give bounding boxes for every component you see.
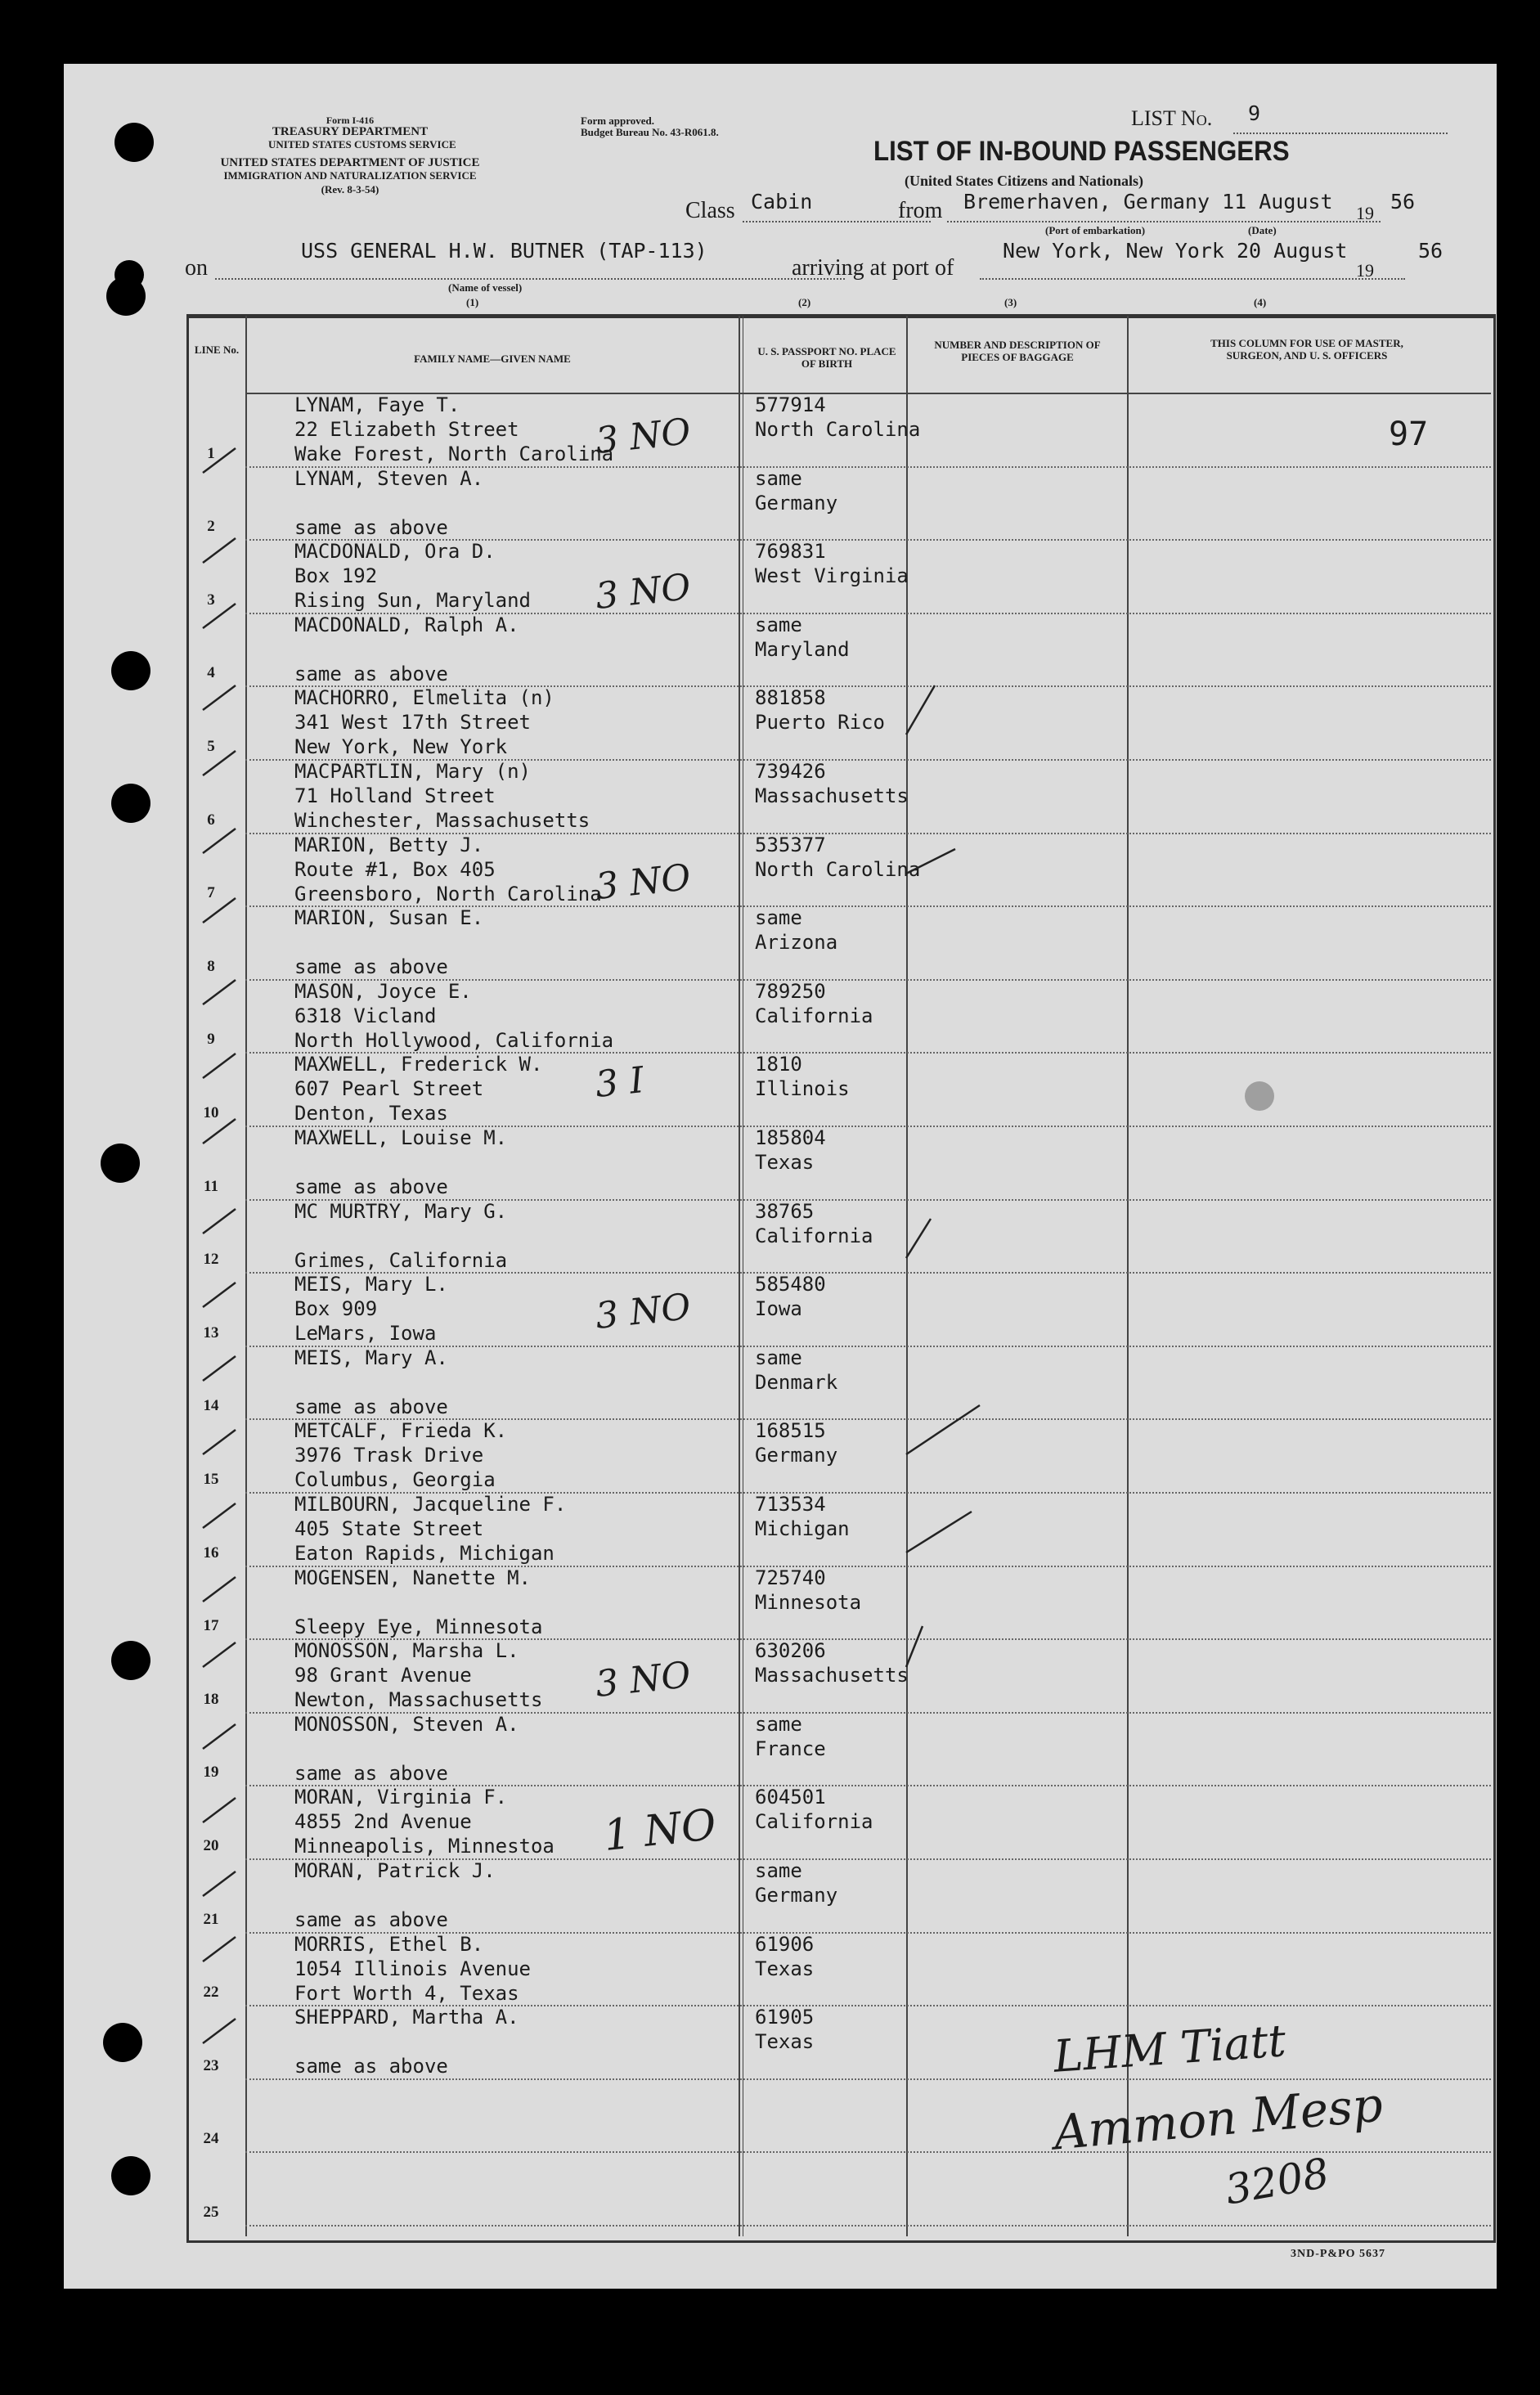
row-line-number: 15 (203, 1471, 219, 1488)
passenger-name: MACDONALD, Ora D. (294, 540, 496, 564)
passport-number: 789250 (755, 979, 826, 1003)
handwritten-mark: 3 NO (593, 411, 693, 462)
column-number-3: (3) (1004, 296, 1017, 308)
row-line-number: 19 (203, 1764, 219, 1782)
signature-1: LHM Tiatt (1052, 2015, 1288, 2083)
passport-number: 1810 (755, 1053, 802, 1076)
budget-bureau: Budget Bureau No. 43-R061.8. (581, 126, 719, 138)
passenger-address: 1054 Illinois Avenue (294, 1957, 531, 1980)
class-value: Cabin (751, 190, 813, 213)
customs-service: UNITED STATES CUSTOMS SERVICE (268, 138, 456, 151)
passport-number: 585480 (755, 1273, 826, 1296)
passport-number: same (755, 1859, 802, 1882)
passenger-name: MACPARTLIN, Mary (n) (294, 760, 531, 783)
ins-service: IMMIGRATION AND NATURALIZATION SERVICE (223, 169, 477, 182)
passport-number: 630206 (755, 1639, 826, 1663)
column-number-2: (2) (798, 296, 811, 308)
passport-number: 185804 (755, 1126, 826, 1149)
place-of-birth: Illinois (755, 1077, 850, 1101)
passenger-address: Route #1, Box 405 (294, 857, 496, 881)
list-number: 9 (1248, 101, 1261, 125)
passenger-name: MEIS, Mary A. (294, 1346, 448, 1369)
passenger-count: 97 (1389, 416, 1429, 453)
passport-number: 38765 (755, 1199, 815, 1223)
place-of-birth: Arizona (755, 931, 838, 955)
place-of-birth: North Carolina (755, 418, 921, 441)
passenger-name: LYNAM, Faye T. (294, 393, 460, 416)
passport-number: 577914 (755, 393, 826, 416)
place-of-birth: California (755, 1810, 873, 1834)
place-of-birth: Puerto Rico (755, 711, 885, 735)
column-number-4: (4) (1254, 296, 1267, 308)
header-officers: THIS COLUMN FOR USE OF MASTER, SURGEON, AND U. S. OFFICERS (1210, 337, 1403, 362)
passenger-address: 607 Pearl Street (294, 1077, 484, 1101)
place-of-birth: Minnesota (755, 1590, 862, 1614)
place-of-birth: California (755, 1004, 873, 1027)
passenger-address-city: same as above (294, 1175, 448, 1198)
passenger-name: MAXWELL, Frederick W. (294, 1053, 543, 1076)
port-embark-caption: (Port of embarkation) (1045, 224, 1146, 236)
place-of-birth: Michigan (755, 1517, 850, 1540)
place-of-birth: Germany (755, 1884, 838, 1907)
row-line-number: 18 (203, 1690, 219, 1708)
row-line-number: 6 (207, 811, 215, 829)
print-code: 3ND-P&PO 5637 (1291, 2248, 1386, 2260)
passenger-address-city: Fort Worth 4, Texas (294, 1981, 519, 2005)
row-line-number: 16 (203, 1543, 219, 1561)
passenger-name: MOGENSEN, Nanette M. (294, 1566, 531, 1589)
page-subtitle: (United States Citizens and Nationals) (905, 173, 1144, 189)
place-of-birth: France (755, 1737, 826, 1760)
handwritten-mark: 3 NO (593, 1286, 693, 1337)
column-number-1: (1) (466, 296, 479, 308)
passenger-address: Box 909 (294, 1297, 378, 1321)
header-passport: U. S. PASSPORT NO. PLACE OF BIRTH (757, 345, 896, 370)
on-label: on (185, 255, 208, 281)
from-label: from (898, 198, 943, 223)
passenger-address-city: New York, New York (294, 735, 508, 759)
passenger-address: 98 Grant Avenue (294, 1664, 472, 1687)
signature-2: Ammon Mesp (1051, 2076, 1385, 2161)
passenger-address: 4855 2nd Avenue (294, 1810, 472, 1834)
row-line-number: 4 (207, 664, 215, 682)
row-line-number: 24 (203, 2130, 219, 2148)
row-line-number: 1 (207, 444, 215, 462)
place-of-birth: California (755, 1224, 873, 1247)
passenger-address: 22 Elizabeth Street (294, 418, 519, 441)
passenger-address-city: Grimes, California (294, 1248, 508, 1272)
vessel-name: USS GENERAL H.W. BUTNER (TAP-113) (301, 239, 707, 263)
row-line-number: 12 (203, 1251, 219, 1269)
year-prefix: 19 (1356, 203, 1374, 223)
year-1: 56 (1390, 190, 1416, 213)
form-number: Form I-416 (326, 115, 375, 126)
place-of-birth: Texas (755, 2030, 815, 2054)
passport-number: 168515 (755, 1419, 826, 1443)
passenger-address-city: same as above (294, 2055, 448, 2078)
list-label: LIST No. (1131, 106, 1213, 130)
passport-number: 881858 (755, 686, 826, 710)
passenger-address: Box 192 (294, 564, 378, 588)
passenger-address: 6318 Vicland (294, 1004, 437, 1027)
passport-number: same (755, 466, 802, 490)
passenger-name: MC MURTRY, Mary G. (294, 1199, 508, 1223)
passenger-name: MEIS, Mary L. (294, 1273, 448, 1296)
passport-number: same (755, 1346, 802, 1369)
passenger-name: MACHORRO, Elmelita (n) (294, 686, 554, 710)
passenger-address-city: same as above (294, 515, 448, 539)
row-line-number: 5 (207, 738, 215, 755)
row-line-number: 21 (203, 1910, 219, 1928)
passenger-name: MAXWELL, Louise M. (294, 1126, 508, 1149)
passenger-address: 71 Holland Street (294, 784, 496, 807)
passenger-name: MONOSSON, Steven A. (294, 1712, 519, 1736)
form-approved: Form approved. (581, 115, 655, 127)
passenger-address-city: same as above (294, 1395, 448, 1418)
arriving-label: arriving at port of (792, 255, 954, 281)
handwritten-mark: 3 NO (593, 566, 693, 618)
row-line-number: 8 (207, 957, 215, 975)
passenger-name: MASON, Joyce E. (294, 979, 472, 1003)
place-of-birth: North Carolina (755, 857, 921, 881)
row-line-number: 13 (203, 1323, 219, 1341)
row-line-number: 20 (203, 1837, 219, 1854)
row-line-number: 11 (204, 1177, 218, 1195)
row-line-number: 10 (203, 1104, 219, 1121)
arrival-value: New York, New York 20 August (1003, 239, 1348, 263)
row-line-number: 9 (207, 1031, 215, 1049)
header-name: FAMILY NAME—GIVEN NAME (414, 353, 571, 365)
passenger-address-city: North Hollywood, California (294, 1028, 614, 1052)
passenger-address: 3976 Trask Drive (294, 1444, 484, 1467)
header-line-no: LINE No. (194, 344, 240, 356)
passenger-name: MARION, Susan E. (294, 906, 484, 930)
revision: (Rev. 8-3-54) (321, 183, 379, 195)
justice-dept: UNITED STATES DEPARTMENT OF JUSTICE (220, 156, 480, 169)
row-line-number: 23 (203, 2056, 219, 2074)
year-prefix: 19 (1356, 260, 1374, 281)
passport-number: 725740 (755, 1566, 826, 1589)
passenger-name: MACDONALD, Ralph A. (294, 613, 519, 636)
date-caption: (Date) (1248, 224, 1277, 236)
handwritten-mark: 3 NO (593, 1654, 693, 1705)
row-line-number: 7 (207, 884, 215, 902)
place-of-birth: Massachusetts (755, 784, 909, 807)
passenger-address-city: Greensboro, North Carolina (294, 882, 602, 905)
header-baggage: NUMBER AND DESCRIPTION OF PIECES OF BAGGAGE (934, 339, 1101, 363)
class-label: Class (685, 198, 735, 223)
baggage-check-marks (64, 64, 1497, 2289)
passport-number: same (755, 613, 802, 636)
passport-number: same (755, 906, 802, 930)
place-of-birth: Maryland (755, 637, 850, 661)
handwritten-mark: 3 I (593, 1059, 646, 1106)
passenger-address-city: same as above (294, 1761, 448, 1785)
place-of-birth: Massachusetts (755, 1664, 909, 1687)
place-of-birth: Texas (755, 1957, 815, 1980)
passenger-address-city: Columbus, Georgia (294, 1468, 496, 1492)
passenger-address-city: Winchester, Massachusetts (294, 809, 590, 832)
passenger-address-city: Denton, Texas (294, 1102, 448, 1126)
passenger-name: MONOSSON, Marsha L. (294, 1639, 519, 1663)
passenger-address-city: Newton, Massachusetts (294, 1688, 543, 1712)
passport-number: 769831 (755, 540, 826, 564)
treasury-dept: TREASURY DEPARTMENT (272, 125, 429, 138)
place-of-birth: Texas (755, 1151, 815, 1174)
passport-number: 739426 (755, 760, 826, 783)
passenger-name: MORRIS, Ethel B. (294, 1932, 484, 1956)
passenger-address-city: Wake Forest, North Carolina (294, 443, 614, 465)
passenger-address-city: same as above (294, 1908, 448, 1931)
row-line-number: 22 (203, 1984, 219, 2002)
passport-number: 61906 (755, 1932, 815, 1956)
passenger-name: MORAN, Patrick J. (294, 1859, 496, 1882)
handwritten-mark: 3 NO (593, 856, 693, 908)
passenger-name: MILBOURN, Jacqueline F. (294, 1493, 567, 1516)
row-line-number: 25 (203, 2204, 219, 2221)
passenger-address: 341 West 17th Street (294, 711, 531, 735)
passenger-name: METCALF, Frieda K. (294, 1419, 508, 1443)
passenger-address: 405 State Street (294, 1517, 484, 1540)
passport-number: 713534 (755, 1493, 826, 1516)
passenger-name: SHEPPARD, Martha A. (294, 2006, 519, 2029)
passenger-address-city: Sleepy Eye, Minnesota (294, 1615, 543, 1638)
passenger-address-city: Eaton Rapids, Michigan (294, 1542, 554, 1565)
passenger-name: MARION, Betty J. (294, 833, 484, 856)
passport-number: same (755, 1712, 802, 1736)
row-line-number: 2 (207, 518, 215, 536)
passenger-address-city: Rising Sun, Maryland (294, 589, 531, 613)
passenger-address-city: LeMars, Iowa (294, 1322, 437, 1346)
place-of-birth: Germany (755, 1444, 838, 1467)
row-line-number: 3 (207, 591, 215, 609)
passport-number: 61905 (755, 2006, 815, 2029)
vessel-caption: (Name of vessel) (448, 281, 523, 294)
place-of-birth: West Virginia (755, 564, 909, 588)
passenger-name: LYNAM, Steven A. (294, 466, 484, 490)
from-value: Bremerhaven, Germany 11 August (963, 190, 1333, 213)
passenger-address-city: Minneapolis, Minnestoa (294, 1835, 554, 1858)
signature-number: 3208 (1221, 2149, 1333, 2214)
passenger-name: MORAN, Virginia F. (294, 1786, 508, 1809)
row-line-number: 14 (203, 1397, 219, 1415)
passport-number: 604501 (755, 1786, 826, 1809)
row-line-number: 17 (203, 1617, 219, 1635)
passenger-address-city: same as above (294, 662, 448, 685)
page-title: LIST OF IN-BOUND PASSENGERS (873, 136, 1290, 167)
passport-number: 535377 (755, 833, 826, 856)
place-of-birth: Denmark (755, 1370, 838, 1394)
handwritten-mark: 1 NO (601, 1800, 719, 1862)
place-of-birth: Germany (755, 491, 838, 514)
passenger-address-city: same as above (294, 955, 448, 979)
manifest-page (64, 64, 1497, 2289)
place-of-birth: Iowa (755, 1297, 802, 1321)
year-2: 56 (1418, 239, 1443, 263)
